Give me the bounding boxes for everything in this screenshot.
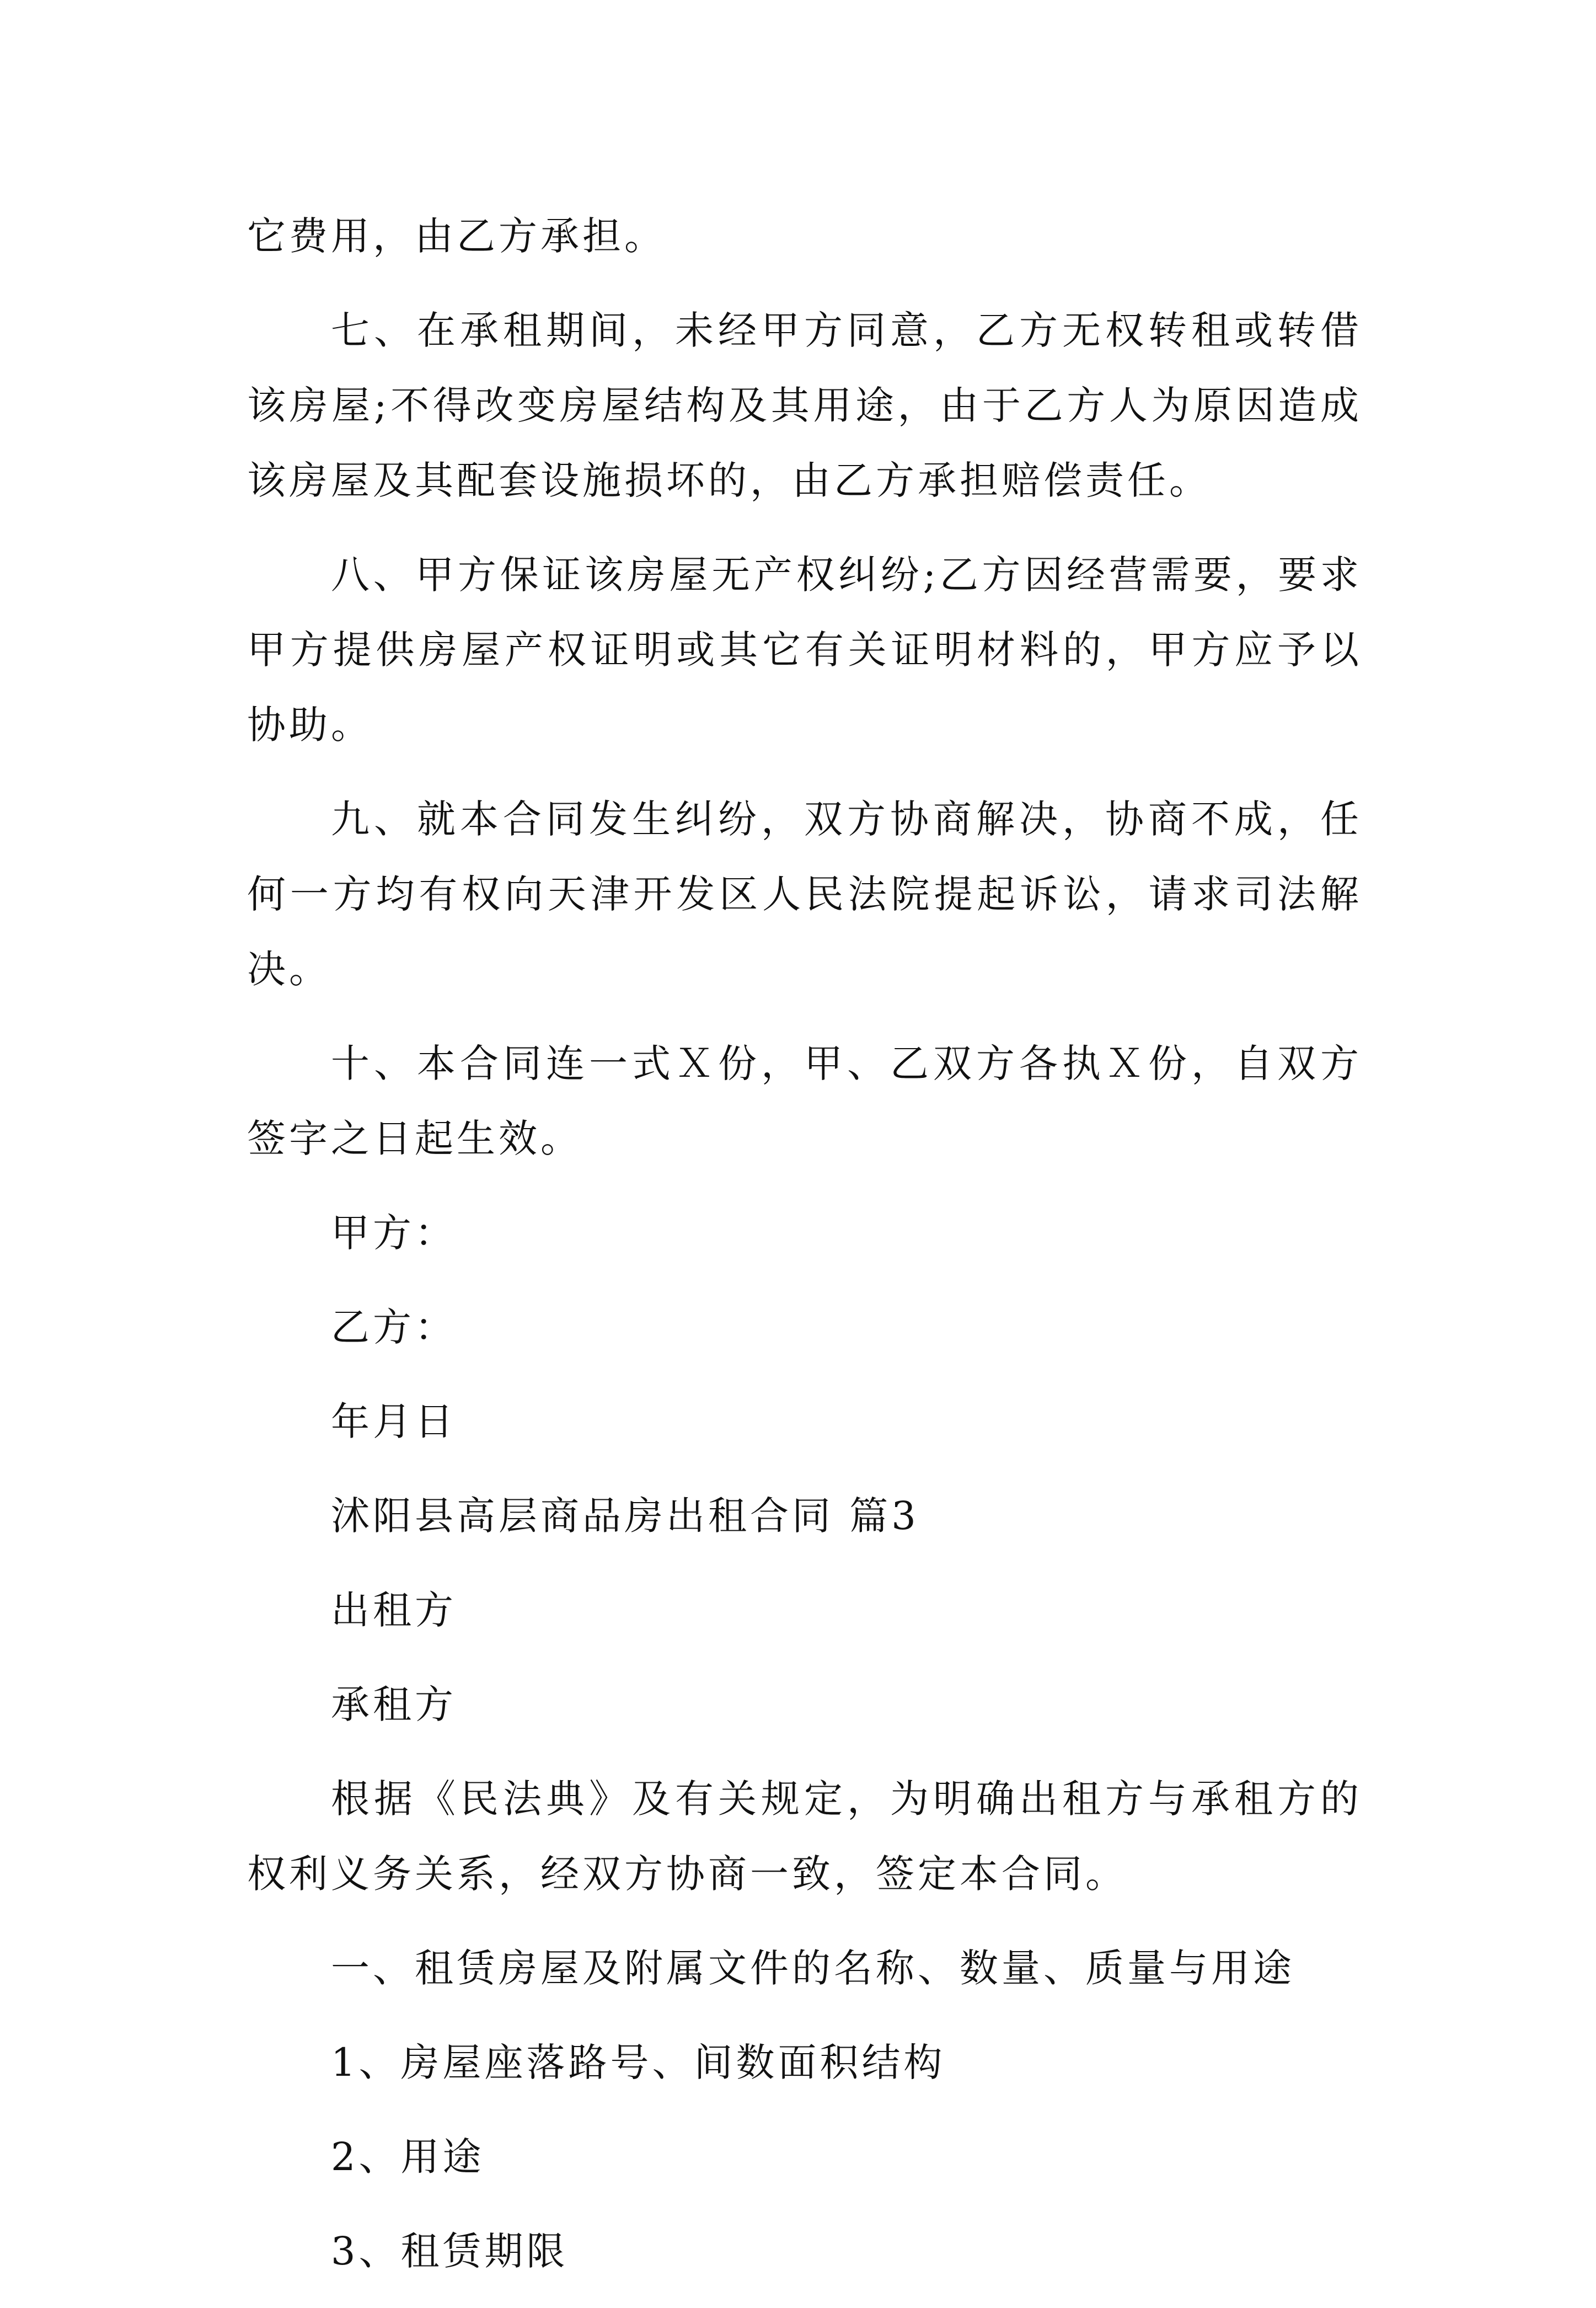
- lessee-line: 承租方: [331, 1682, 457, 1727]
- clause-nine: 九、就本合同发生纠纷，双方协商解决，协商不成，任何一方均有权向天津开发区人民法院提起诉讼，请求司法解决。: [247, 797, 1362, 992]
- item-two: 2、用途: [331, 2134, 485, 2179]
- article-one-heading: 一、租赁房屋及附属文件的名称、数量、质量与用途: [331, 1946, 1295, 1991]
- lessor-line: 出租方: [331, 1588, 457, 1633]
- party-a-signature-line: 甲方：: [331, 1210, 457, 1255]
- clause-eight: 八、甲方保证该房屋无产权纠纷;乙方因经营需要，要求甲方提供房屋产权证明或其它有关证明材料的，甲方应予以协助。: [247, 552, 1362, 747]
- clause-seven: 七、在承租期间，未经甲方同意，乙方无权转租或转借该房屋;不得改变房屋结构及其用途，由于乙方人为原因造成该房屋及其配套设施损坏的，由乙方承担赔偿责任。: [247, 308, 1362, 503]
- paragraph-continuation: 它费用，由乙方承担。: [247, 213, 666, 259]
- document-page: [247, 199, 1362, 2308]
- date-line: 年月日: [331, 1399, 457, 1444]
- clause-ten: 十、本合同连一式Ｘ份，甲、乙双方各执Ｘ份，自双方签字之日起生效。: [247, 1041, 1362, 1161]
- item-three: 3、租赁期限: [331, 2229, 569, 2274]
- party-b-signature-line: 乙方：: [331, 1305, 457, 1350]
- preamble: 根据《民法典》及有关规定，为明确出租方与承租方的权利义务关系，经双方协商一致，签定本合同。: [247, 1776, 1362, 1896]
- item-one: 1、房屋座落路号、间数面积结构: [331, 2040, 946, 2085]
- section-title: 沭阳县高层商品房出租合同 篇3: [331, 1493, 919, 1538]
